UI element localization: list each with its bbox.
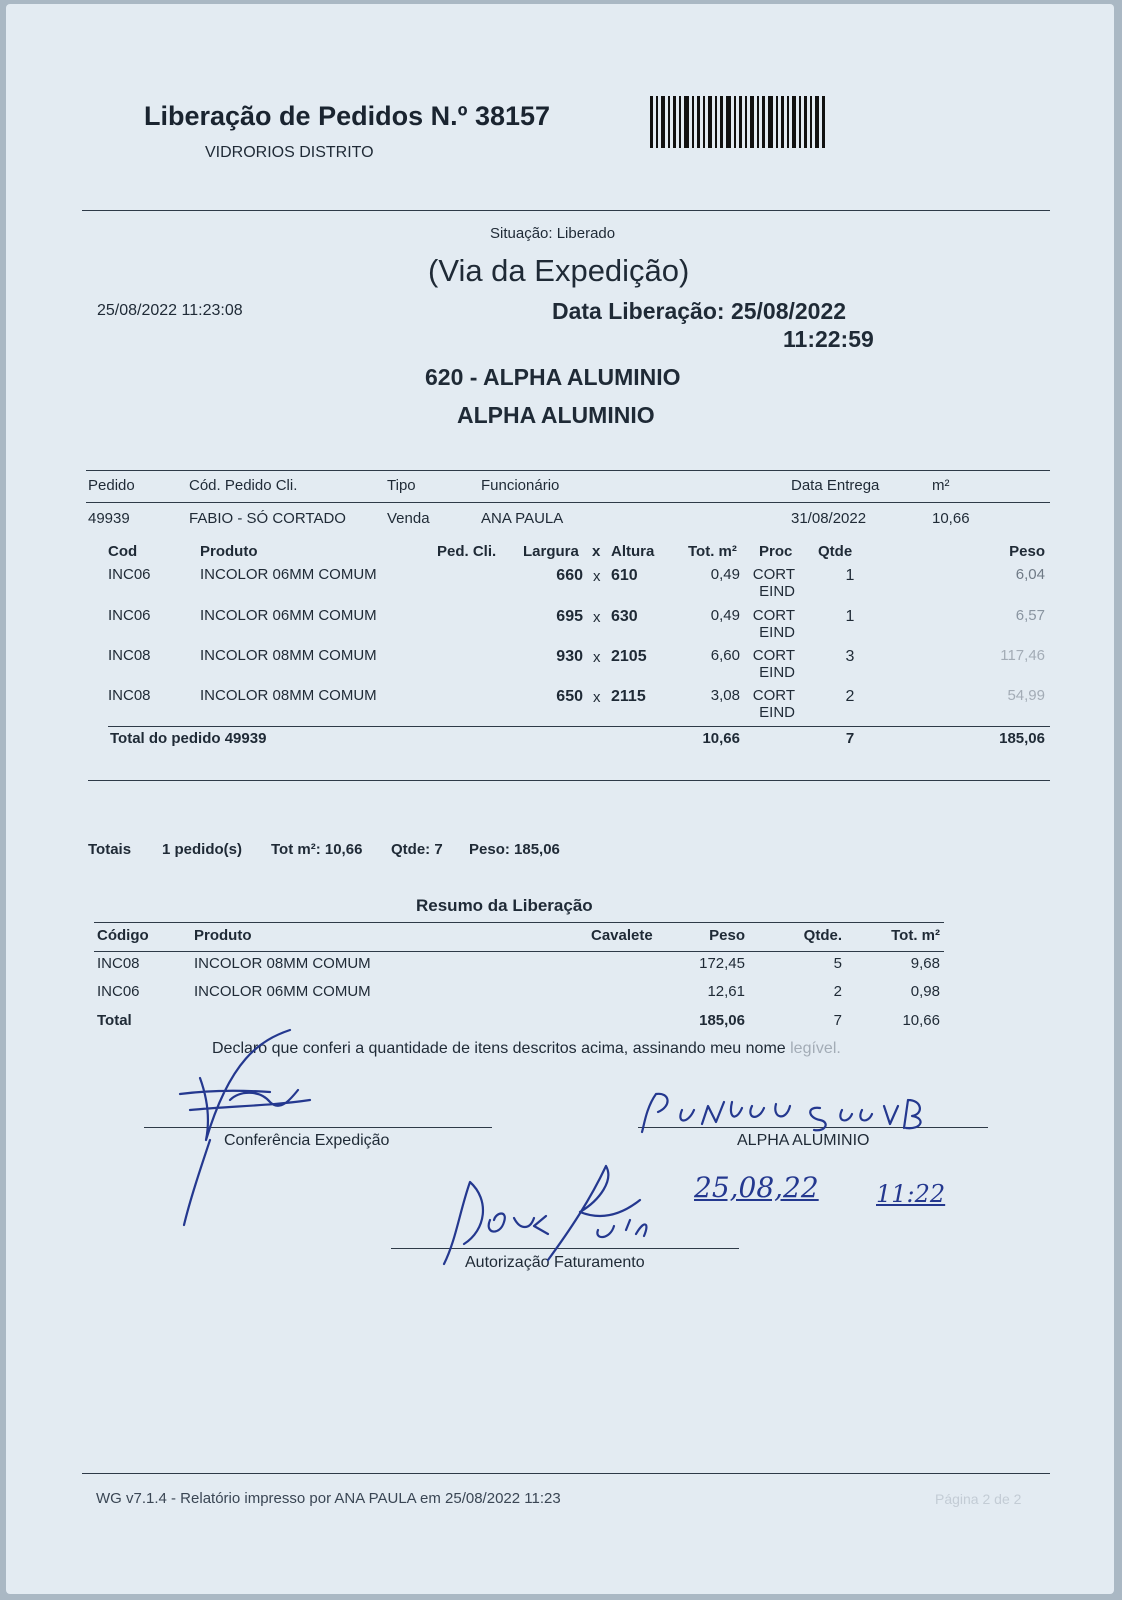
- item-largura: 650: [556, 688, 583, 705]
- totais-peso: Peso: 185,06: [469, 841, 560, 858]
- item-x: x: [593, 609, 601, 626]
- item-proc: CORT EIND: [752, 687, 795, 721]
- item-peso: 117,46: [1000, 647, 1045, 664]
- resumo-codigo: INC08: [97, 955, 140, 972]
- item-altura: 610: [611, 567, 638, 584]
- item-peso: 54,99: [1007, 687, 1045, 704]
- resumo-col-produto: Produto: [194, 927, 252, 944]
- handwritten-date: 25,08,22: [694, 1171, 819, 1204]
- item-produto: INCOLOR 06MM COMUM: [200, 566, 377, 583]
- client-code-name: 620 - ALPHA ALUMINIO: [425, 364, 681, 390]
- item-cod: INC08: [108, 647, 151, 664]
- item-produto: INCOLOR 06MM COMUM: [200, 607, 377, 624]
- total-pedido-qtde: 7: [845, 730, 855, 747]
- company-name: VIDRORIOS DISTRITO: [205, 144, 374, 161]
- resumo-total-label: Total: [97, 1012, 132, 1029]
- item-largura: 930: [556, 648, 583, 665]
- item-x: x: [593, 649, 601, 666]
- items-total-line: [108, 726, 1050, 727]
- item-cod: INC08: [108, 687, 151, 704]
- signature-conferencia: [170, 1020, 320, 1230]
- col-pedido: Pedido: [88, 477, 135, 494]
- col-peso: Peso: [1009, 543, 1045, 560]
- resumo-total-peso: 185,06: [699, 1012, 745, 1029]
- via-label: (Via da Expedição): [428, 253, 690, 288]
- item-cod: INC06: [108, 607, 151, 624]
- order-m2: 10,66: [932, 510, 970, 527]
- order-cod-pedido-cli: FABIO - SÓ CORTADO: [189, 510, 346, 527]
- resumo-total-qtde: 7: [833, 1012, 842, 1029]
- order-header-line: [86, 502, 1050, 503]
- total-pedido-label: Total do pedido 49939: [110, 730, 267, 747]
- item-largura: 660: [556, 567, 583, 584]
- col-largura: Largura: [523, 543, 579, 560]
- signature-autorizacao: [430, 1160, 660, 1270]
- resumo-tot-m2: 9,68: [910, 955, 940, 972]
- col-x: x: [592, 543, 601, 560]
- document-page: [6, 4, 1114, 1594]
- resumo-title: Resumo da Liberação: [416, 896, 593, 915]
- order-top-line: [86, 470, 1050, 471]
- col-qtde: Qtde: [818, 543, 853, 560]
- total-pedido-m2: 10,66: [702, 730, 740, 747]
- item-proc: CORT EIND: [752, 647, 795, 681]
- hora-liberacao: 11:22:59: [783, 326, 874, 352]
- item-qtde: 1: [845, 608, 855, 625]
- label-cliente: ALPHA ALUMINIO: [737, 1132, 870, 1149]
- item-x: x: [593, 568, 601, 585]
- col-altura: Altura: [611, 543, 655, 560]
- col-funcionario: Funcionário: [481, 477, 560, 494]
- item-altura: 2115: [611, 688, 646, 705]
- item-produto: INCOLOR 08MM COMUM: [200, 647, 377, 664]
- totais-m2: Tot m²: 10,66: [271, 841, 363, 858]
- declaration-text: Declaro que conferi a quantidade de itens descritos acima, assinando meu nome legível.: [212, 1040, 841, 1057]
- resumo-col-tot-m2: Tot. m²: [891, 927, 940, 944]
- resumo-total-m2: 10,66: [902, 1012, 940, 1029]
- totais-qtde: Qtde: 7: [391, 841, 443, 858]
- col-produto: Produto: [200, 543, 258, 560]
- footer-line: [82, 1473, 1050, 1474]
- order-pedido: 49939: [88, 510, 130, 527]
- resumo-tot-m2: 0,98: [910, 983, 940, 1000]
- item-proc: CORT EIND: [752, 566, 795, 600]
- label-autorizacao: Autorização Faturamento: [465, 1254, 645, 1271]
- total-pedido-peso: 185,06: [999, 730, 1045, 747]
- item-tot-m2: 6,60: [710, 647, 740, 664]
- item-largura: 695: [556, 608, 583, 625]
- item-altura: 630: [611, 608, 638, 625]
- signature-cliente: [636, 1088, 936, 1138]
- resumo-produto: INCOLOR 08MM COMUM: [194, 955, 371, 972]
- handwritten-time: 11:22: [876, 1180, 946, 1208]
- resumo-qtde: 2: [833, 983, 842, 1000]
- order-tipo: Venda: [387, 510, 430, 527]
- resumo-col-codigo: Código: [97, 927, 149, 944]
- item-peso: 6,57: [1015, 607, 1045, 624]
- item-tot-m2: 0,49: [710, 607, 740, 624]
- totais-pedidos: 1 pedido(s): [162, 841, 243, 858]
- item-peso: 6,04: [1015, 566, 1045, 583]
- footer-page-number: Página 2 de 2: [935, 1491, 1022, 1507]
- client-name: ALPHA ALUMINIO: [457, 402, 655, 428]
- resumo-peso: 12,61: [707, 983, 745, 1000]
- item-tot-m2: 0,49: [710, 566, 740, 583]
- item-qtde: 2: [845, 688, 855, 705]
- totais-label: Totais: [88, 841, 132, 858]
- col-data-entrega: Data Entrega: [791, 477, 880, 494]
- col-proc: Proc: [759, 543, 793, 560]
- resumo-col-peso: Peso: [709, 927, 745, 944]
- resumo-col-cavalete: Cavalete: [591, 927, 653, 944]
- situacao: Situação: Liberado: [490, 225, 616, 242]
- item-tot-m2: 3,08: [710, 687, 740, 704]
- resumo-col-qtde: Qtde.: [803, 927, 842, 944]
- col-tot-m2: Tot. m²: [688, 543, 737, 560]
- resumo-codigo: INC06: [97, 983, 140, 1000]
- data-liberacao: Data Liberação: 25/08/2022: [552, 298, 847, 324]
- item-x: x: [593, 689, 601, 706]
- item-qtde: 1: [845, 567, 855, 584]
- item-produto: INCOLOR 08MM COMUM: [200, 687, 377, 704]
- footer-printed-by: WG v7.1.4 - Relatório impresso por ANA PAULA em 25/08/2022 11:23: [96, 1490, 561, 1507]
- resumo-top-line: [94, 922, 944, 923]
- item-cod: INC06: [108, 566, 151, 583]
- resumo-header-line: [94, 951, 944, 952]
- printed-datetime: 25/08/2022 11:23:08: [97, 302, 243, 319]
- resumo-produto: INCOLOR 06MM COMUM: [194, 983, 371, 1000]
- col-ped-cli: Ped. Cli.: [437, 543, 497, 560]
- col-cod: Cod: [108, 543, 138, 560]
- resumo-qtde: 5: [833, 955, 842, 972]
- col-m2: m²: [932, 477, 950, 494]
- items-bottom-line: [88, 780, 1050, 781]
- document-title: Liberação de Pedidos N.º 38157: [144, 101, 551, 131]
- col-cod-pedido-cli: Cód. Pedido Cli.: [189, 477, 298, 494]
- item-altura: 2105: [611, 648, 647, 665]
- item-proc: CORT EIND: [752, 607, 795, 641]
- label-conferencia: Conferência Expedição: [224, 1132, 390, 1149]
- resumo-peso: 172,45: [699, 955, 745, 972]
- order-funcionario: ANA PAULA: [481, 510, 564, 527]
- order-data-entrega: 31/08/2022: [791, 510, 867, 527]
- barcode: [650, 96, 826, 148]
- col-tipo: Tipo: [387, 477, 416, 494]
- item-qtde: 3: [845, 648, 855, 665]
- header-divider: [82, 210, 1050, 211]
